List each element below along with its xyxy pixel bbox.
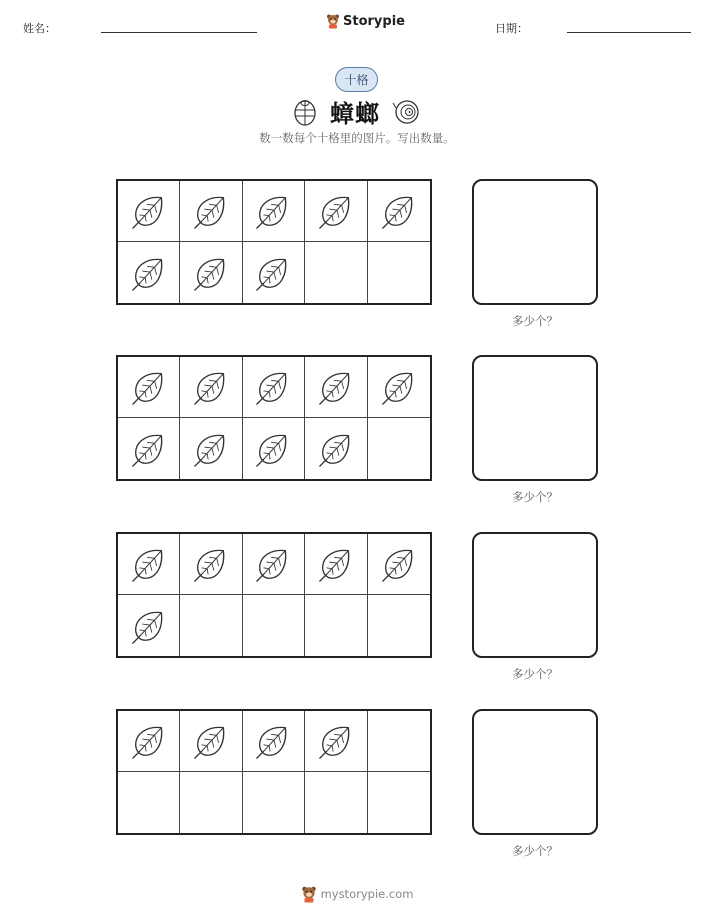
leaf-icon — [380, 368, 418, 406]
leaf-icon — [192, 254, 230, 292]
leaf-icon — [380, 192, 418, 230]
ten-frame-cell — [243, 772, 305, 833]
footer — [0, 885, 714, 903]
answer-box[interactable] — [472, 709, 598, 835]
ten-frame-cell — [243, 534, 305, 595]
ten-frame-cell — [180, 242, 242, 303]
leaf-icon — [317, 368, 355, 406]
brand — [326, 13, 405, 29]
date-input-line[interactable] — [567, 32, 691, 33]
answer-box[interactable] — [472, 179, 598, 305]
ten-frame-cell — [118, 418, 180, 479]
ten-frame-cell — [305, 595, 367, 656]
ten-frame-cell — [180, 181, 242, 242]
answer-label: 多少个？ — [512, 667, 558, 681]
cockroach-icon — [292, 97, 318, 127]
ten-frame-cell — [305, 711, 367, 772]
leaf-icon — [130, 430, 168, 468]
ten-frame-cell — [118, 595, 180, 656]
leaf-icon — [192, 722, 230, 760]
ten-frame-cell — [243, 181, 305, 242]
ten-frame-cell — [118, 181, 180, 242]
name-label: 姓名： — [23, 22, 56, 35]
leaf-icon — [192, 545, 230, 583]
leaf-icon — [130, 192, 168, 230]
topic-badge — [335, 67, 378, 92]
ten-frame-cell — [305, 181, 367, 242]
ten-frame — [116, 355, 432, 481]
ten-frame-cell — [180, 595, 242, 656]
answer-box[interactable] — [472, 532, 598, 658]
footer-url[interactable]: mystorypie.com — [320, 887, 414, 901]
instructions: 数一数每个十格里的图片。写出数量。 — [259, 131, 455, 145]
leaf-icon — [130, 607, 168, 645]
ten-frame-cell — [368, 711, 430, 772]
leaf-icon — [130, 254, 168, 292]
leaf-icon — [317, 722, 355, 760]
ten-frame-cell — [243, 595, 305, 656]
ten-frame-cell — [368, 595, 430, 656]
ten-frame-cell — [305, 772, 367, 833]
leaf-icon — [130, 722, 168, 760]
ten-frame-cell — [305, 357, 367, 418]
ten-frame-cell — [368, 242, 430, 303]
ten-frame-cell — [243, 242, 305, 303]
ten-frame — [116, 709, 432, 835]
ten-frame-cell — [368, 181, 430, 242]
snail-icon — [392, 98, 422, 126]
leaf-icon — [317, 545, 355, 583]
leaf-icon — [192, 430, 230, 468]
ten-frame-cell — [180, 534, 242, 595]
ten-frame-cell — [118, 357, 180, 418]
name-input-line[interactable] — [101, 32, 257, 33]
bear-mascot-icon — [326, 13, 340, 29]
ten-frame-cell — [180, 357, 242, 418]
leaf-icon — [254, 722, 292, 760]
leaf-icon — [192, 192, 230, 230]
ten-frame-cell — [243, 357, 305, 418]
ten-frame-cell — [180, 772, 242, 833]
answer-label: 多少个？ — [512, 490, 558, 504]
leaf-icon — [254, 430, 292, 468]
ten-frame-cell — [368, 534, 430, 595]
ten-frame-cell — [305, 418, 367, 479]
title-row — [0, 94, 714, 129]
ten-frame-cell — [118, 711, 180, 772]
ten-frame — [116, 179, 432, 305]
ten-frame-cell — [368, 418, 430, 479]
leaf-icon — [254, 368, 292, 406]
answer-label: 多少个？ — [512, 844, 558, 858]
leaf-icon — [130, 368, 168, 406]
ten-frame-cell — [118, 772, 180, 833]
ten-frame-cell — [180, 711, 242, 772]
leaf-icon — [254, 254, 292, 292]
leaf-icon — [254, 545, 292, 583]
leaf-icon — [254, 192, 292, 230]
leaf-icon — [317, 192, 355, 230]
ten-frame-cell — [305, 534, 367, 595]
ten-frame — [116, 532, 432, 658]
ten-frame-cell — [243, 711, 305, 772]
ten-frame-cell — [118, 242, 180, 303]
date-label: 日期： — [495, 22, 528, 35]
leaf-icon — [380, 545, 418, 583]
topic-badge-text: 十格 — [344, 73, 369, 87]
page-title: 蟑螂 — [330, 100, 380, 128]
ten-frame-cell — [118, 534, 180, 595]
leaf-icon — [317, 430, 355, 468]
ten-frame-cell — [305, 242, 367, 303]
bear-mascot-icon — [301, 885, 317, 903]
leaf-icon — [130, 545, 168, 583]
answer-box[interactable] — [472, 355, 598, 481]
ten-frame-cell — [243, 418, 305, 479]
ten-frame-cell — [368, 772, 430, 833]
ten-frame-cell — [368, 357, 430, 418]
brand-name: Storypie — [343, 13, 405, 29]
answer-label: 多少个？ — [512, 314, 558, 328]
leaf-icon — [192, 368, 230, 406]
ten-frame-cell — [180, 418, 242, 479]
